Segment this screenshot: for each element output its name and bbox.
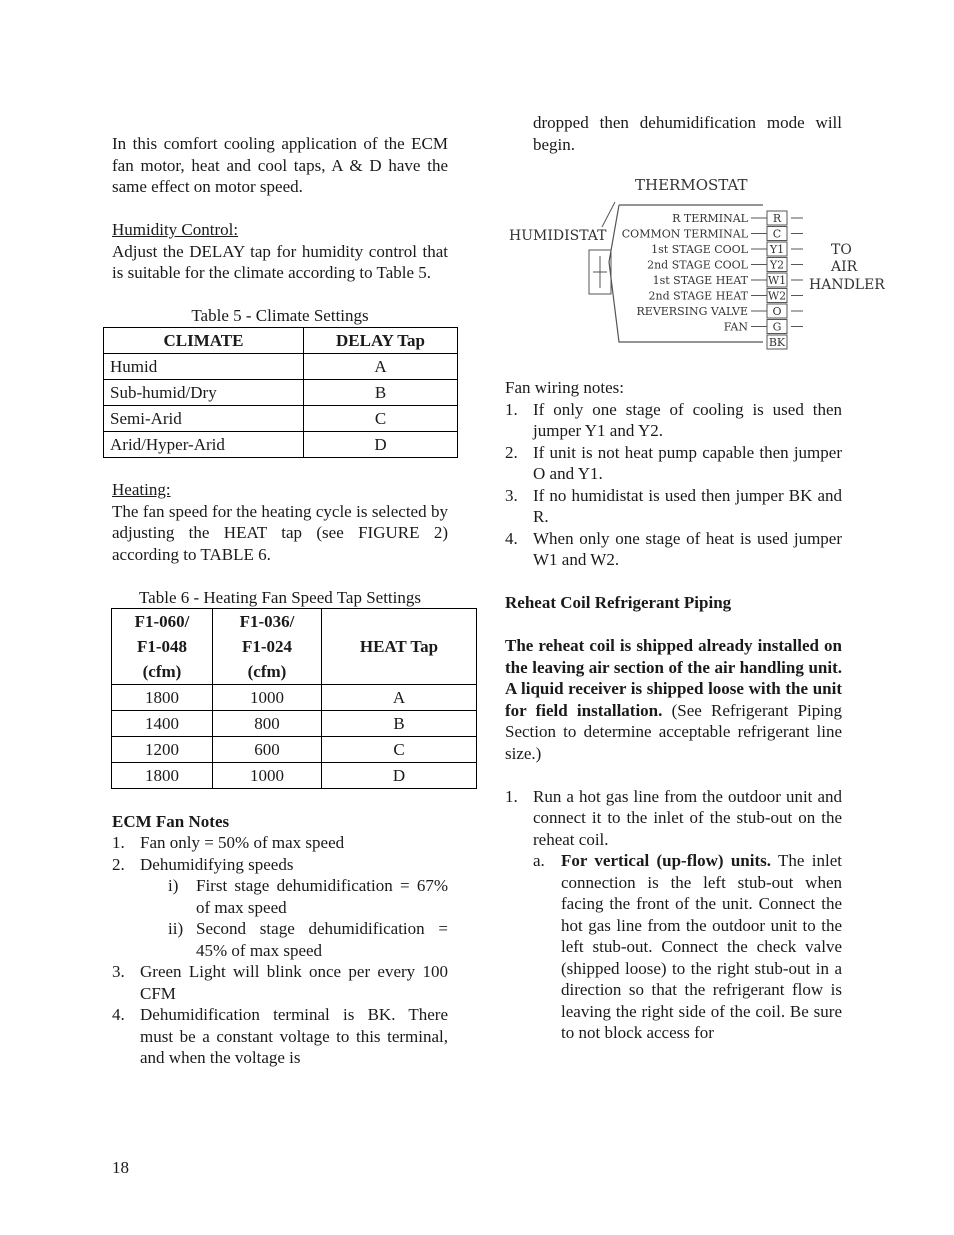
list-item xyxy=(112,832,448,854)
table-cell: A xyxy=(304,353,458,379)
table-cell: Humid xyxy=(104,353,304,379)
table-cell: B xyxy=(304,379,458,405)
list-item xyxy=(112,854,448,876)
reheat-normal-text: (See Refrigerant Piping Section to determine acceptable refrigerant line size.) xyxy=(505,700,842,763)
table-header-cell: HEAT Tap xyxy=(322,609,477,685)
table-cell: B xyxy=(322,711,477,737)
list-marker: 3. xyxy=(505,485,518,505)
table6-caption: Table 6 - Heating Fan Speed Tap Settings xyxy=(138,587,421,607)
terminal-label: REVERSING VALVE xyxy=(636,305,748,318)
humidity-paragraph: Adjust the DELAY tap for humidity control that is suitable for the climate according to Table 5. xyxy=(112,241,448,282)
table5-caption: Table 5 - Climate Settings xyxy=(191,306,369,325)
table-cell: A xyxy=(322,685,477,711)
reheat-steps-list xyxy=(505,786,842,1044)
thermostat-wiring-diagram xyxy=(505,172,885,352)
list-text: The inlet connection is the left stub-out when facing the front of the unit. Connect the hot gas line from the outdoor unit to the left stub-out. Connect the check valve (shipped loose) to the right stub-out in a direction so that the refrigerant flow is leaving the right side of the coil. Be sure to not block access for xyxy=(561,851,842,1042)
air-handler-label: AIR xyxy=(831,259,858,275)
heating-heading: Heating: xyxy=(112,480,171,499)
list-marker: 1. xyxy=(505,399,518,419)
list-text: Green Light will blink once per every 100 CFM xyxy=(140,962,448,1003)
table-cell: Semi-Arid xyxy=(104,405,304,431)
reheat-bold-text: The reheat coil is shipped already installed on the leaving air section of the air handling unit. A liquid receiver is shipped loose with the unit for field installation. xyxy=(505,636,842,720)
heating-fan-speed-table xyxy=(111,608,477,789)
ecm-notes-list xyxy=(112,832,448,875)
terminal-code: G xyxy=(772,320,782,334)
header-line: (cfm) xyxy=(142,662,182,681)
list-marker: 3. xyxy=(112,962,125,981)
terminal-label: R TERMINAL xyxy=(672,212,748,225)
list-text: Dehumidification terminal is BK. There must be a constant voltage to this terminal, and when the voltage is xyxy=(140,1005,448,1067)
terminal-label: 1st STAGE HEAT xyxy=(652,274,748,287)
table-cell: Sub-humid/Dry xyxy=(104,379,304,405)
table-row xyxy=(104,353,458,379)
terminal-label: FAN xyxy=(723,320,748,334)
heating-paragraph: The fan speed for the heating cycle is selected by adjusting the HEAT tap (see FIGURE 2) according to TABLE 6. xyxy=(112,501,448,564)
list-item xyxy=(505,399,842,442)
list-text: First stage dehumidification = 67% of max speed xyxy=(196,876,448,917)
terminal-rows xyxy=(622,211,803,349)
list-text: If unit is not heat pump capable then jumper O and Y1. xyxy=(533,442,842,483)
reheat-substeps-list xyxy=(533,850,842,1044)
header-line: F1-024 xyxy=(241,637,293,656)
list-item xyxy=(112,875,448,918)
list-text: Fan only = 50% of max speed xyxy=(140,833,345,852)
header-line: F1-048 xyxy=(136,637,188,656)
list-text: If only one stage of cooling is used then jumper Y1 and Y2. xyxy=(533,399,842,440)
table-header-row xyxy=(112,609,477,685)
list-marker: ii) xyxy=(168,919,184,938)
header-line: (cfm) xyxy=(247,662,287,681)
table-cell: D xyxy=(322,763,477,789)
list-item xyxy=(533,850,842,1044)
reheat-paragraph xyxy=(505,635,842,764)
terminal-code: W1 xyxy=(767,274,787,287)
table-row xyxy=(112,685,477,711)
terminal-label: 2nd STAGE HEAT xyxy=(648,289,748,303)
table-cell: 1000 xyxy=(213,763,322,789)
humidistat-leader xyxy=(602,202,615,227)
climate-settings-table xyxy=(103,327,458,458)
list-item xyxy=(505,528,842,571)
page-number: 18 xyxy=(112,1158,129,1177)
table-cell: 1200 xyxy=(112,737,213,763)
humidistat-label: HUMIDISTAT xyxy=(509,228,607,244)
table-row xyxy=(104,405,458,431)
list-marker: 1. xyxy=(112,833,125,852)
list-item xyxy=(112,1004,448,1069)
terminal-code: W2 xyxy=(767,289,787,303)
table-cell: 1800 xyxy=(112,763,213,789)
list-text: When only one stage of heat is used jumper W1 and W2. xyxy=(533,528,842,569)
list-text: Run a hot gas line from the outdoor unit and connect it to the inlet of the stub-out on the reheat coil. xyxy=(533,786,842,849)
table-header-cell xyxy=(112,609,213,685)
list-marker: 2. xyxy=(505,442,518,462)
list-item xyxy=(112,961,448,1004)
terminal-label: COMMON TERMINAL xyxy=(621,227,748,241)
dehumidifying-speeds-list xyxy=(112,875,448,961)
left-column xyxy=(112,133,448,1069)
diagram-title: THERMOSTAT xyxy=(635,176,748,194)
list-marker: a. xyxy=(533,851,545,870)
list-marker: 4. xyxy=(112,1005,125,1024)
table-cell: 800 xyxy=(213,711,322,737)
intro-paragraph: In this comfort cooling application of the ECM fan motor, heat and cool taps, A & D have the same effect on motor speed. xyxy=(112,134,448,196)
table-cell: 1400 xyxy=(112,711,213,737)
reheat-heading: Reheat Coil Refrigerant Piping xyxy=(505,593,732,612)
list-text: Second stage dehumidification = 45% of max speed xyxy=(196,919,448,960)
ecm-notes-heading: ECM Fan Notes xyxy=(112,811,230,831)
terminal-label: 2nd STAGE COOL xyxy=(647,258,748,272)
table-row xyxy=(104,431,458,457)
right-column-body xyxy=(505,377,842,1044)
continued-paragraph: dropped then dehumidification mode will begin. xyxy=(533,113,842,154)
table-cell: C xyxy=(304,405,458,431)
table-cell: D xyxy=(304,431,458,457)
humidity-heading: Humidity Control: xyxy=(112,220,239,239)
list-text: Dehumidifying speeds xyxy=(140,854,294,874)
air-handler-label: TO xyxy=(831,242,852,258)
table-header-row xyxy=(104,327,458,353)
list-marker: 4. xyxy=(505,528,518,548)
list-marker: 1. xyxy=(505,786,518,806)
header-line: F1-060/ xyxy=(134,612,190,631)
list-item xyxy=(505,442,842,485)
air-handler-label: HANDLER xyxy=(809,277,885,293)
list-item xyxy=(505,786,842,1044)
terminal-code: R xyxy=(772,212,782,225)
list-bold-text: For vertical (up-flow) units. xyxy=(561,851,772,870)
table-cell: Arid/Hyper-Arid xyxy=(104,431,304,457)
table-cell: 1000 xyxy=(213,685,322,711)
terminal-label: 1st STAGE COOL xyxy=(651,243,748,256)
table-cell: 600 xyxy=(213,737,322,763)
list-text: If no humidistat is used then jumper BK and R. xyxy=(533,485,842,526)
right-column xyxy=(505,112,842,155)
table-row xyxy=(112,763,477,789)
table-cell: C xyxy=(322,737,477,763)
list-marker: i) xyxy=(168,876,179,895)
table-row xyxy=(104,379,458,405)
ecm-notes-list-continued xyxy=(112,961,448,1069)
table-cell: 1800 xyxy=(112,685,213,711)
terminal-code: Y1 xyxy=(769,243,785,256)
table-header-cell: DELAY Tap xyxy=(304,327,458,353)
terminal-code: BK xyxy=(768,336,786,349)
table-header-cell: CLIMATE xyxy=(104,327,304,353)
table-row xyxy=(112,737,477,763)
terminal-code: O xyxy=(772,305,782,318)
terminal-code: C xyxy=(772,227,782,241)
fan-wiring-heading: Fan wiring notes: xyxy=(505,378,624,397)
list-item xyxy=(505,485,842,528)
fan-wiring-notes-list xyxy=(505,399,842,571)
table-row xyxy=(112,711,477,737)
table-header-cell xyxy=(213,609,322,685)
list-marker: 2. xyxy=(112,854,125,874)
header-line: F1-036/ xyxy=(239,612,295,631)
terminal-code: Y2 xyxy=(769,258,785,272)
wiring-diagram-svg xyxy=(505,172,885,352)
list-item xyxy=(112,918,448,961)
